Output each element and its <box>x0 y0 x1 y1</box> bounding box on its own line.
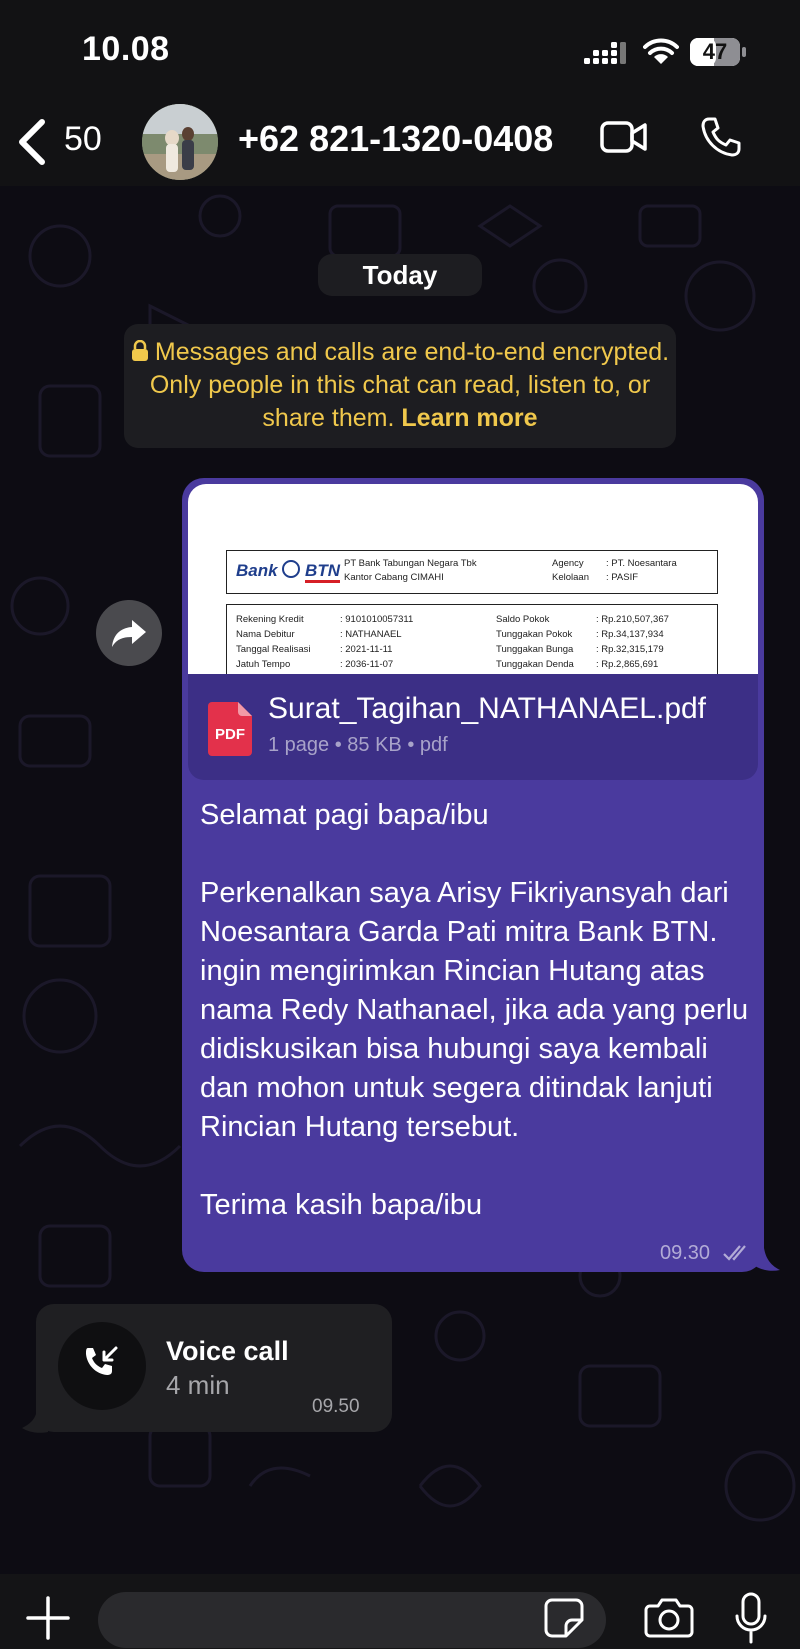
doc-row-label: Rekening Kredit <box>236 614 304 625</box>
document-preview[interactable] <box>188 484 758 674</box>
phone-call-icon[interactable] <box>700 116 742 158</box>
doc-row-value: : 2021-11-11 <box>340 644 393 655</box>
doc-row-label: Jatuh Tempo <box>236 659 291 670</box>
kelolaan-label: Kelolaan <box>552 572 589 583</box>
battery-level: 47 <box>702 39 728 64</box>
doc-row-value: : Rp.210,507,367 <box>596 614 669 625</box>
contact-name[interactable]: +62 821-1320-0408 <box>238 118 554 159</box>
message-timestamp: 09.30 <box>660 1242 711 1264</box>
file-name: Surat_Tagihan_NATHANAEL.pdf <box>268 692 707 725</box>
call-timestamp: 09.50 <box>312 1396 360 1417</box>
cellular-signal-icon <box>584 40 626 66</box>
encryption-text: Messages and calls are end-to-end encrypted. Only people in this chat can read, listen to, or share them. <box>149 338 670 432</box>
bubble-tail <box>22 1414 48 1436</box>
message-text: Selamat pagi bapa/ibu Perkenalkan saya Arisy Fikriyansyah dari Noesantara Garda Pati mitra Bank BTN. ingin mengirimkan Rincian Hutang atas nama Redy Nathanael, jika ada yang perlu didiskusikan bisa hubungi saya kembali dan mohon untuk segera ditindak lanjuti Rincian Hutang tersebut. Terima kasih bapa/ibu <box>200 799 749 1221</box>
wifi-icon <box>643 38 679 68</box>
sticker-icon[interactable] <box>544 1598 584 1638</box>
read-receipt-icon <box>722 1244 750 1262</box>
pdf-icon-label: PDF <box>215 726 245 743</box>
call-duration: 4 min <box>166 1370 230 1400</box>
doc-row-value: : 2036-11-07 <box>340 659 394 670</box>
agency-label: Agency <box>552 558 584 569</box>
bank-name: PT Bank Tabungan Negara Tbk <box>344 558 477 569</box>
doc-row-label: Saldo Pokok <box>496 614 550 625</box>
unread-count[interactable]: 50 <box>64 120 102 158</box>
video-call-icon[interactable] <box>600 120 648 154</box>
attach-plus-icon[interactable] <box>26 1596 70 1640</box>
learn-more-link[interactable]: Learn more <box>401 404 538 432</box>
microphone-icon[interactable] <box>734 1592 768 1646</box>
doc-row-label: Nama Debitur <box>236 629 295 640</box>
file-meta: 1 page • 85 KB • pdf <box>268 734 448 756</box>
encryption-notice[interactable] <box>124 324 676 448</box>
doc-row-label: Tunggakan Bunga <box>496 644 574 655</box>
agency-value: : PT. Noesantara <box>606 558 677 569</box>
doc-row-value: : NATHANAEL <box>340 629 402 640</box>
pdf-file-icon <box>208 702 252 756</box>
bank-logo: Bank BTN <box>236 560 340 581</box>
branch-name: Kantor Cabang CIMAHI <box>344 572 444 583</box>
date-separator: Today <box>318 254 482 296</box>
bubble-tail <box>752 1248 782 1274</box>
lock-icon <box>131 340 149 362</box>
message-input[interactable] <box>98 1592 606 1648</box>
doc-row-value: : Rp.34,137,934 <box>596 629 664 640</box>
doc-row-label: Tunggakan Denda <box>496 659 574 670</box>
incoming-call-icon <box>58 1322 146 1410</box>
camera-icon[interactable] <box>644 1598 694 1638</box>
doc-row-label: Tunggakan Pokok <box>496 629 573 640</box>
back-chevron-icon[interactable] <box>16 118 48 166</box>
doc-row-value: : Rp.32,315,179 <box>596 644 664 655</box>
doc-row-value: : Rp.2,865,691 <box>596 659 659 670</box>
battery-icon <box>690 38 742 66</box>
call-title: Voice call <box>166 1336 289 1366</box>
forward-button[interactable] <box>96 600 162 666</box>
doc-row-value: : 9101010057311 <box>340 614 414 625</box>
kelolaan-value: : PASIF <box>606 572 639 583</box>
document-attachment[interactable] <box>188 674 758 780</box>
forward-arrow-icon <box>96 600 162 666</box>
status-time: 10.08 <box>82 30 170 68</box>
avatar[interactable] <box>142 104 218 180</box>
doc-row-label: Tanggal Realisasi <box>236 644 311 655</box>
